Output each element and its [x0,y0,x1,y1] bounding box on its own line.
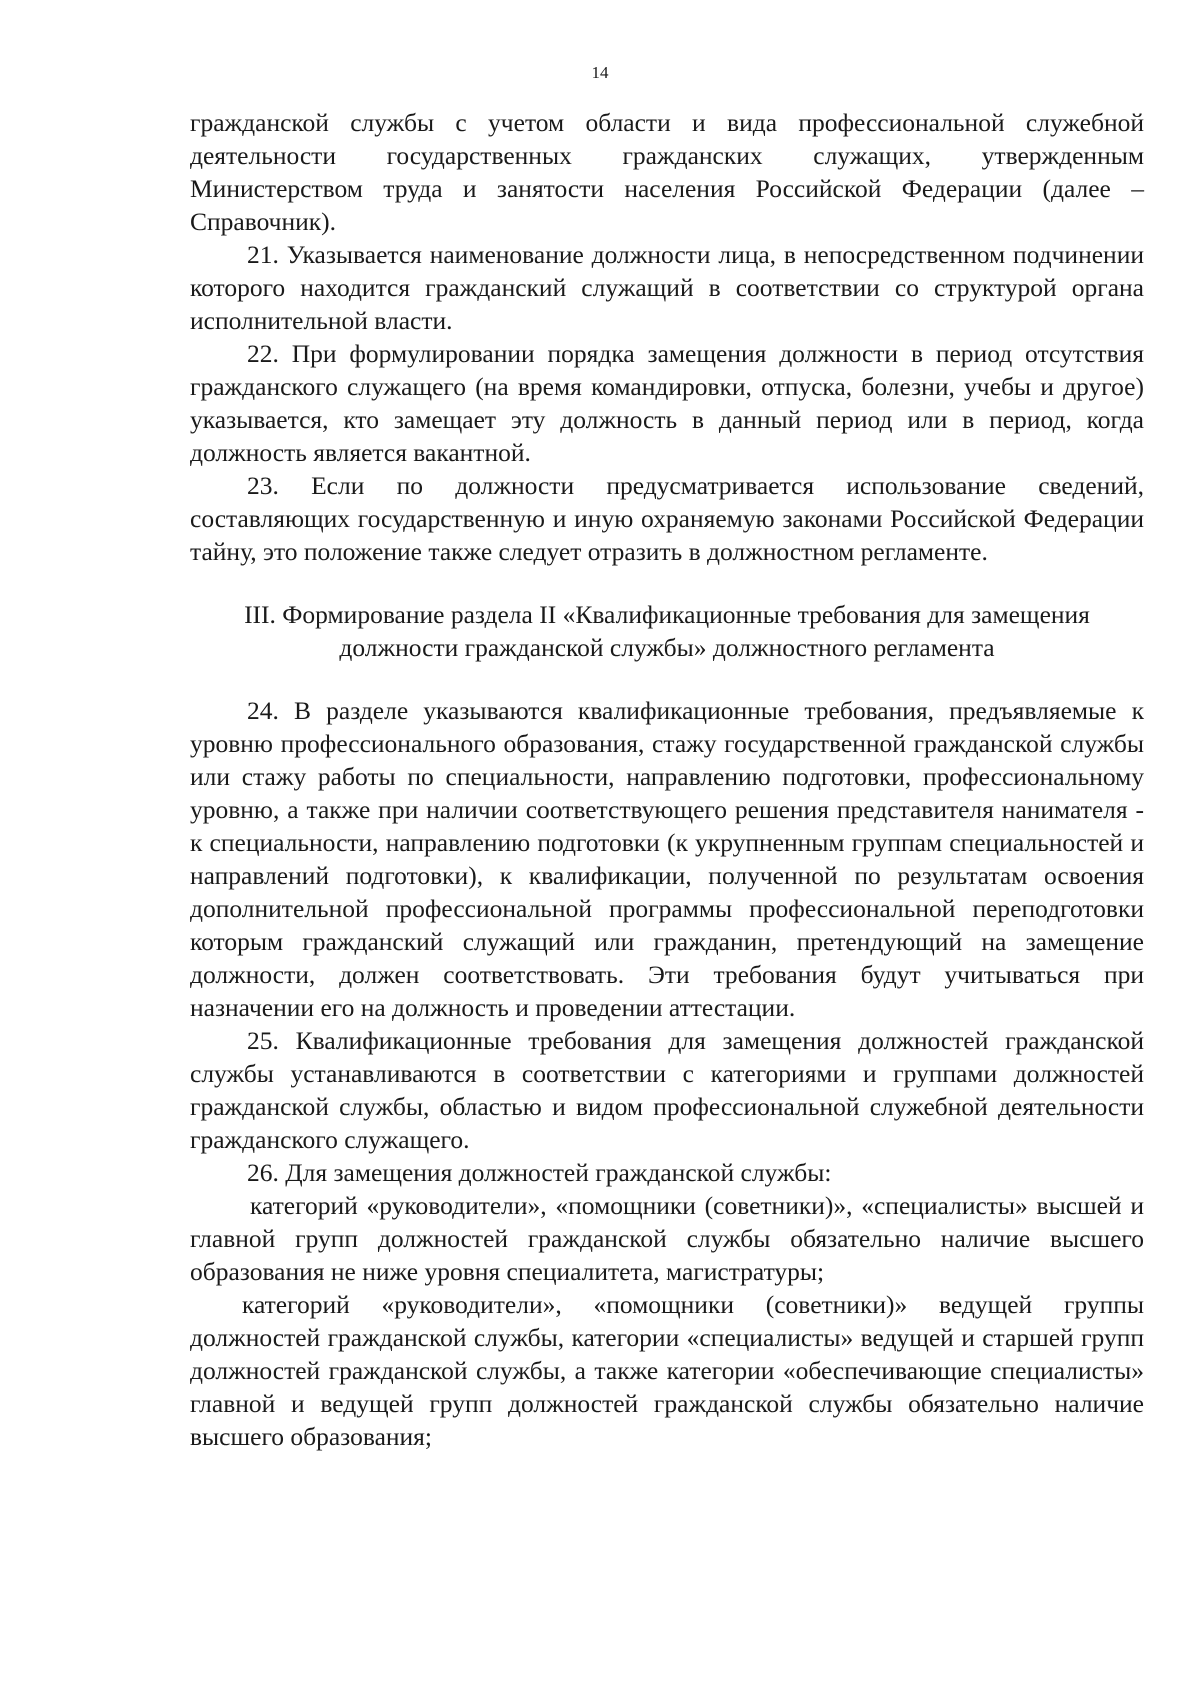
paragraph-26: 26. Для замещения должностей гражданской службы: [247,1158,832,1187]
paragraph-22: 22. При формулировании порядка замещения должности в период отсутствия гражданского служащего (на время командировки, отпуска, болезни, учебы и другое) указывается, кто замещает эту должность в данный период или в период, когда должность является вакантной. [190,339,1144,467]
section-heading-line-2: должности гражданской службы» должностного регламента [339,633,995,662]
paragraph-23: 23. Если по должности предусматривается использование сведений, составляющих государственную и иную охраняемую законами Российской Федерации тайну, это положение также следует отразить в должностном регламенте. [190,471,1144,566]
paragraph-26-item-a: категорий «руководители», «помощники (советники)», «специалисты» высшей и главной групп должностей гражданской службы обязательно наличие высшего образования не ниже уровня специалитета, магистратуры; [190,1191,1144,1286]
document-body [190,106,1144,1453]
paragraph-continuation: гражданской службы с учетом области и вида профессиональной служебной деятельности государственных гражданских служащих, утвержденным Министерством труда и занятости населения Российской Федерации (далее – Справочник). [190,108,1144,236]
section-heading-line-1: III. Формирование раздела II «Квалификационные требования для замещения [244,600,1090,629]
paragraph-21: 21. Указывается наименование должности лица, в непосредственном подчинении которого находится гражданский служащий в соответствии со структурой органа исполнительной власти. [190,240,1144,335]
section-heading [190,598,1144,664]
paragraph-24: 24. В разделе указываются квалификационные требования, предъявляемые к уровню профессионального образования, стажу государственной гражданской службы или стажу работы по специальности, направлению подготовки, профессиональному уровню, а также при наличии соответствующего решения представителя нанимателя - к специальности, направлению подготовки (к укрупненным группам специальностей и направлений подготовки), к квалификации, полученной по результатам освоения дополнительной профессиональной программы профессиональной переподготовки которым гражданский служащий или гражданин, претендующий на замещение должности, должен соответствовать. Эти требования будут учитываться при назначении его на должность и проведении аттестации. [190,696,1144,1022]
paragraph-25: 25. Квалификационные требования для замещения должностей гражданской службы устанавливаются в соответствии с категориями и группами должностей гражданской службы, областью и видом профессиональной служебной деятельности гражданского служащего. [190,1026,1144,1154]
page-number: 14 [591,63,609,82]
paragraph-26-item-b: категорий «руководители», «помощники (советники)» ведущей группы должностей гражданской службы, категории «специалисты» ведущей и старшей групп должностей гражданской службы, а также категории «обеспечивающие специалисты» главной и ведущей групп должностей гражданской службы обязательно наличие высшего образования; [190,1290,1144,1451]
